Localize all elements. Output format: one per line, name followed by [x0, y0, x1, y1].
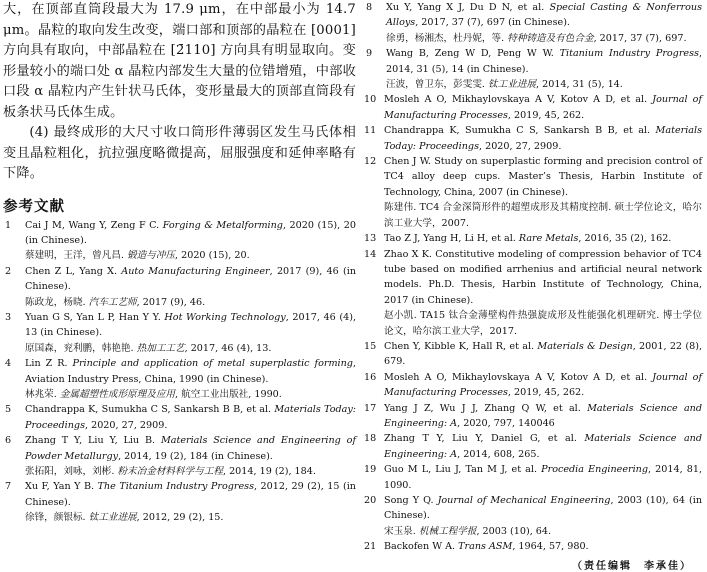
left-column	[3, 0, 356, 526]
reference-chinese	[25, 387, 356, 402]
reference-authors: Mosleh A O, Mikhaylovskaya A V, Kotov A D, et al.	[384, 94, 653, 106]
reference-authors: Chen Z L, Yang X.	[25, 265, 122, 277]
reference-authors: Wang B, Zeng W D, Peng W W.	[386, 48, 560, 60]
reference-english	[384, 495, 702, 521]
reference-journal: Trans ASM	[458, 541, 513, 553]
reference-english	[384, 156, 702, 198]
reference-journal: Materials & Design	[537, 340, 633, 352]
reference-list-right	[364, 0, 702, 555]
reference-cn-journal: 锻造与冲压	[127, 250, 176, 262]
reference-authors: Chandrappa K, Sumukha C S, Sankarsh B B, et al.	[384, 125, 656, 137]
reference-number: 19	[364, 464, 377, 476]
reference-journal: Journal of Manufacturing Processes	[384, 371, 703, 399]
reference-journal: Titanium Industry Progress	[559, 48, 699, 60]
reference-details: , 2020, 27, 2909.	[85, 419, 168, 431]
reference-authors: Xu F, Yan Y B.	[25, 481, 98, 493]
reference-authors: Song Y Q.	[384, 495, 438, 506]
reference-item	[3, 402, 356, 433]
reference-details: , 2001, 22 (8), 679.	[384, 340, 702, 368]
reference-text	[384, 493, 702, 539]
reference-cn-journal: 特种铸造及有色合金	[507, 32, 594, 44]
reference-number: 20	[364, 495, 377, 506]
reference-text	[25, 479, 356, 525]
reference-journal: Materials Science and Engineering: A	[384, 402, 702, 429]
reference-item	[364, 431, 702, 462]
reference-item	[3, 218, 356, 264]
reference-chinese	[25, 248, 356, 263]
reference-cn-details: , 2020 (15), 20.	[175, 250, 250, 262]
reference-english	[25, 404, 356, 430]
reference-english	[384, 541, 589, 552]
reference-details: , 2020 (15), 20 (in Chinese).	[25, 219, 356, 246]
reference-english	[386, 2, 702, 28]
reference-cn-details: , 2017, 37 (7), 697.	[593, 32, 687, 44]
reference-cn-details: , 2012, 29 (2), 15.	[136, 512, 224, 524]
reference-cn-journal: 热加工工艺	[136, 342, 185, 354]
reference-authors: Backofen W A.	[384, 541, 459, 553]
reference-item	[364, 539, 702, 554]
reference-text	[25, 433, 356, 479]
reference-item	[364, 154, 702, 231]
reference-number: 15	[364, 340, 377, 352]
reference-english	[386, 48, 702, 74]
reference-cn-authors: 张拓阳，刘咏，刘彬.	[25, 466, 118, 477]
reference-cn-authors: 原国森，兖利鹏，韩艳艳.	[25, 342, 137, 354]
reference-item	[364, 401, 702, 432]
reference-english	[384, 433, 702, 459]
reference-authors: Mosleh A O, Mikhaylovskaya A V, Kotov A D, et al.	[384, 371, 653, 383]
reference-details: , 2014, 608, 265.	[457, 448, 540, 460]
reference-details: , 2014, 19 (2), 184 (in Chinese).	[118, 450, 273, 462]
reference-cn-authors: 赵小凯. TA15 钛合金薄壁构件热强旋成形及性能强化机理研究. 博士学位论文，哈尔滨工业大学，2017.	[384, 310, 702, 337]
reference-chinese	[386, 31, 702, 46]
reference-chinese	[25, 510, 356, 525]
editor-credit: （责任编辑 李承佳）	[572, 560, 692, 572]
reference-item	[3, 479, 356, 525]
reference-cn-journal: 钛工业进展	[88, 512, 137, 524]
reference-item	[364, 370, 702, 401]
reference-chinese	[25, 341, 356, 356]
reference-text	[384, 339, 702, 370]
reference-cn-authors: 蔡建明，王洋，曾凡昌.	[25, 250, 128, 262]
reference-journal: Procedia Engineering	[541, 464, 648, 476]
reference-authors: Zhang T Y, Liu Y, Daniel G, et al.	[384, 433, 585, 445]
reference-text	[386, 0, 702, 46]
reference-number: 21	[364, 541, 377, 553]
reference-cn-authors: 徐勇，杨湘杰，杜丹妮，等.	[386, 32, 508, 44]
reference-authors: Chen J W. Study on superplastic forming and precision control of TC4 alloy deep cups. Master’s Thesis, Harbin Institute of Technology, China, 2007 (in Chinese).	[384, 156, 702, 198]
reference-english	[25, 435, 356, 461]
reference-details: , 2016, 35 (2), 162.	[578, 233, 672, 245]
reference-cn-authors: 宋玉泉.	[384, 525, 419, 537]
reference-text	[384, 462, 702, 493]
reference-english	[384, 94, 702, 120]
reference-cn-details: , 2014, 19 (2), 184.	[222, 466, 316, 477]
reference-authors: Zhao X K. Constitutive modeling of compression behavior of TC4 tube based on modified arrhenius and artificial neural network models. Ph.D. Thesis, Harbin Institute of Technology, China, 2017 (in Chinese).	[384, 248, 702, 306]
reference-details: , 1964, 57, 980.	[512, 541, 589, 553]
reference-english	[384, 233, 671, 244]
reference-number: 18	[364, 433, 377, 445]
reference-item	[364, 339, 702, 370]
reference-chinese	[384, 308, 702, 339]
reference-text	[384, 539, 702, 554]
reference-journal: Special Casting & Nonferrous Alloys	[386, 2, 702, 29]
reference-english	[384, 464, 702, 490]
reference-chinese	[384, 200, 702, 231]
reference-cn-details: , 2017, 46 (4), 13.	[184, 342, 272, 354]
references-heading: 参考文献	[3, 198, 65, 215]
reference-details: , 2019, 45, 262.	[507, 387, 585, 399]
reference-details: , 2019, 45, 262.	[507, 109, 585, 121]
reference-text	[386, 46, 702, 92]
reference-journal: Hot Working Technology	[164, 311, 286, 323]
reference-authors: Chandrappa K, Sumukha C S, Sankarsh B B, et al.	[25, 404, 275, 416]
reference-cn-details: , 2003 (10), 64.	[476, 525, 552, 537]
reference-english	[384, 341, 702, 367]
reference-english	[25, 220, 356, 246]
reference-cn-journal: 粉末冶金材料科学与工程	[117, 466, 223, 477]
reference-item	[364, 247, 702, 339]
reference-item	[364, 231, 702, 246]
reference-text	[25, 264, 356, 310]
reference-text	[25, 218, 356, 264]
reference-cn-authors: 陈建伟. TC4 合金深筒形件的超塑成形及其精度控制. 硕士学位论文，哈尔滨工业大学，2007.	[384, 202, 702, 229]
reference-chinese	[386, 77, 702, 92]
reference-number: 17	[364, 402, 377, 414]
reference-english	[25, 266, 356, 292]
reference-journal: Journal of Manufacturing Processes	[384, 94, 703, 121]
reference-authors: Lin Z R.	[25, 358, 73, 370]
reference-text	[384, 92, 702, 123]
reference-item	[364, 46, 702, 92]
reference-number: 10	[364, 94, 377, 106]
reference-details: , 2014, 81, 1090.	[384, 464, 703, 491]
reference-number: 6	[5, 435, 12, 447]
reference-cn-journal: 汽车工艺师	[88, 296, 137, 308]
reference-item	[364, 462, 702, 493]
reference-number: 14	[364, 248, 377, 260]
reference-details: , 2012, 29 (2), 15 (in Chinese).	[25, 481, 356, 508]
reference-cn-details: , 航空工业出版社, 1990.	[175, 388, 282, 400]
reference-number: 16	[364, 371, 377, 383]
reference-journal: Principle and application of metal superplastic forming	[72, 358, 353, 370]
reference-english	[384, 125, 702, 151]
reference-text	[384, 123, 702, 154]
reference-journal: Materials Today: Proceedings	[25, 404, 356, 431]
reference-authors: Tao Z J, Yang H, Li H, et al.	[384, 233, 519, 245]
reference-cn-authors: 汪波，曾卫东，彭雯雯.	[386, 79, 489, 91]
reference-english	[25, 481, 356, 507]
reference-cn-journal: 机械工程学报	[418, 525, 477, 537]
reference-item	[364, 493, 702, 539]
reference-text	[384, 231, 702, 246]
reference-journal: Rare Metals	[518, 233, 579, 245]
reference-chinese	[384, 524, 702, 539]
body-paragraph-1: 大，在顶部直筒段最大为 17.9 μm，在中部最小为 14.7 μm。晶粒的取向发生改变，端口部和顶部的晶粒在 [0001] 方向具有取向，中部晶粒在 [2̄110] 方向具有明显取向。变形量较小的端口处 α 晶粒内部发生大量的位错增殖，中部收口段 α 晶粒内产生针状马氏体，变形量最大的顶部直筒段有板条状马氏体生成。	[3, 2, 356, 120]
reference-item	[3, 310, 356, 356]
reference-journal: Forging & Metalforming	[162, 219, 283, 231]
reference-number: 12	[364, 156, 377, 168]
reference-number: 13	[364, 233, 377, 245]
reference-english	[25, 358, 356, 384]
reference-journal: Materials Science and Engineering of Powder Metallurgy	[25, 435, 357, 462]
reference-cn-journal: 钛工业进展	[488, 79, 537, 91]
reference-item	[3, 356, 356, 402]
reference-authors: Xu Y, Yang X J, Du D N, et al.	[386, 2, 550, 13]
reference-cn-details: , 2014, 31 (5), 14.	[536, 79, 623, 91]
reference-details: , 2003 (10), 64 (in Chinese).	[384, 495, 702, 522]
reference-english	[384, 249, 702, 306]
reference-number: 8	[366, 2, 373, 13]
reference-number: 1	[5, 219, 12, 231]
right-column	[364, 0, 702, 572]
reference-number: 4	[5, 358, 12, 370]
reference-number: 11	[364, 125, 377, 137]
reference-authors: Yuan G S, Yan L P, Han Y Y.	[25, 311, 165, 323]
reference-authors: Cai J M, Wang Y, Zeng F C.	[25, 219, 163, 231]
reference-item	[3, 433, 356, 479]
reference-english	[25, 312, 356, 338]
reference-text	[384, 401, 702, 432]
reference-number: 3	[5, 311, 12, 323]
reference-authors: Chen Y, Kibble K, Hall R, et al.	[384, 340, 538, 352]
body-paragraph-2: (4) 最终成形的大尺寸收口筒形件薄弱区发生马氏体相变且晶粒粗化，抗拉强度略微提高，屈服强度和延伸率略有下降。	[3, 125, 356, 181]
reference-number: 2	[5, 265, 12, 277]
reference-number: 7	[5, 481, 12, 493]
reference-text	[384, 431, 702, 462]
reference-text	[384, 247, 702, 339]
reference-details: , Aviation Industry Press, China, 1990 (in Chinese).	[25, 358, 356, 385]
reference-authors: Yang J Z, Wu J J, Zhang Q W, et al.	[384, 402, 588, 414]
reference-cn-journal: 金属超塑性成形原理及应用	[59, 388, 176, 400]
reference-english	[384, 403, 702, 429]
reference-text	[25, 310, 356, 356]
reference-journal: Journal of Mechanical Engineering	[437, 495, 611, 506]
reference-text	[25, 356, 356, 402]
reference-cn-authors: 林兆荣.	[25, 388, 60, 400]
reference-item	[364, 0, 702, 46]
reference-text	[25, 402, 356, 433]
reference-details: , 2020, 797, 140046	[457, 417, 555, 429]
reference-authors: Zhang T Y, Liu Y, Liu B.	[25, 435, 161, 447]
reference-chinese	[25, 295, 356, 310]
reference-details: , 2020, 27, 2909.	[479, 140, 562, 152]
reference-details: , 2014, 31 (5), 14 (in Chinese).	[386, 48, 702, 75]
reference-text	[384, 370, 702, 401]
reference-number: 5	[5, 404, 12, 416]
reference-journal: Auto Manufacturing Engineer	[121, 265, 270, 277]
reference-journal: Materials Science and Engineering: A	[384, 433, 702, 460]
reference-journal: Materials Today: Proceedings	[384, 125, 702, 152]
reference-details: , 2017, 37 (7), 697 (in Chinese).	[415, 17, 570, 29]
reference-cn-authors: 徐锋，颜银标.	[25, 512, 89, 524]
reference-journal: The Titanium Industry Progress	[97, 481, 254, 493]
reference-item	[364, 92, 702, 123]
reference-cn-authors: 陈政龙，杨晓.	[25, 296, 89, 308]
reference-text	[384, 154, 702, 231]
reference-details: , 2017 (9), 46 (in Chinese).	[25, 265, 356, 293]
reference-english	[384, 372, 702, 398]
reference-list-left	[3, 218, 356, 526]
reference-details: , 2017, 46 (4), 13 (in Chinese).	[25, 311, 356, 339]
reference-chinese	[25, 464, 356, 479]
reference-number: 9	[366, 48, 373, 60]
reference-cn-details: , 2017 (9), 46.	[136, 296, 206, 308]
reference-item	[364, 123, 702, 154]
reference-item	[3, 264, 356, 310]
reference-authors: Guo M L, Liu J, Tan M J, et al.	[384, 464, 542, 476]
